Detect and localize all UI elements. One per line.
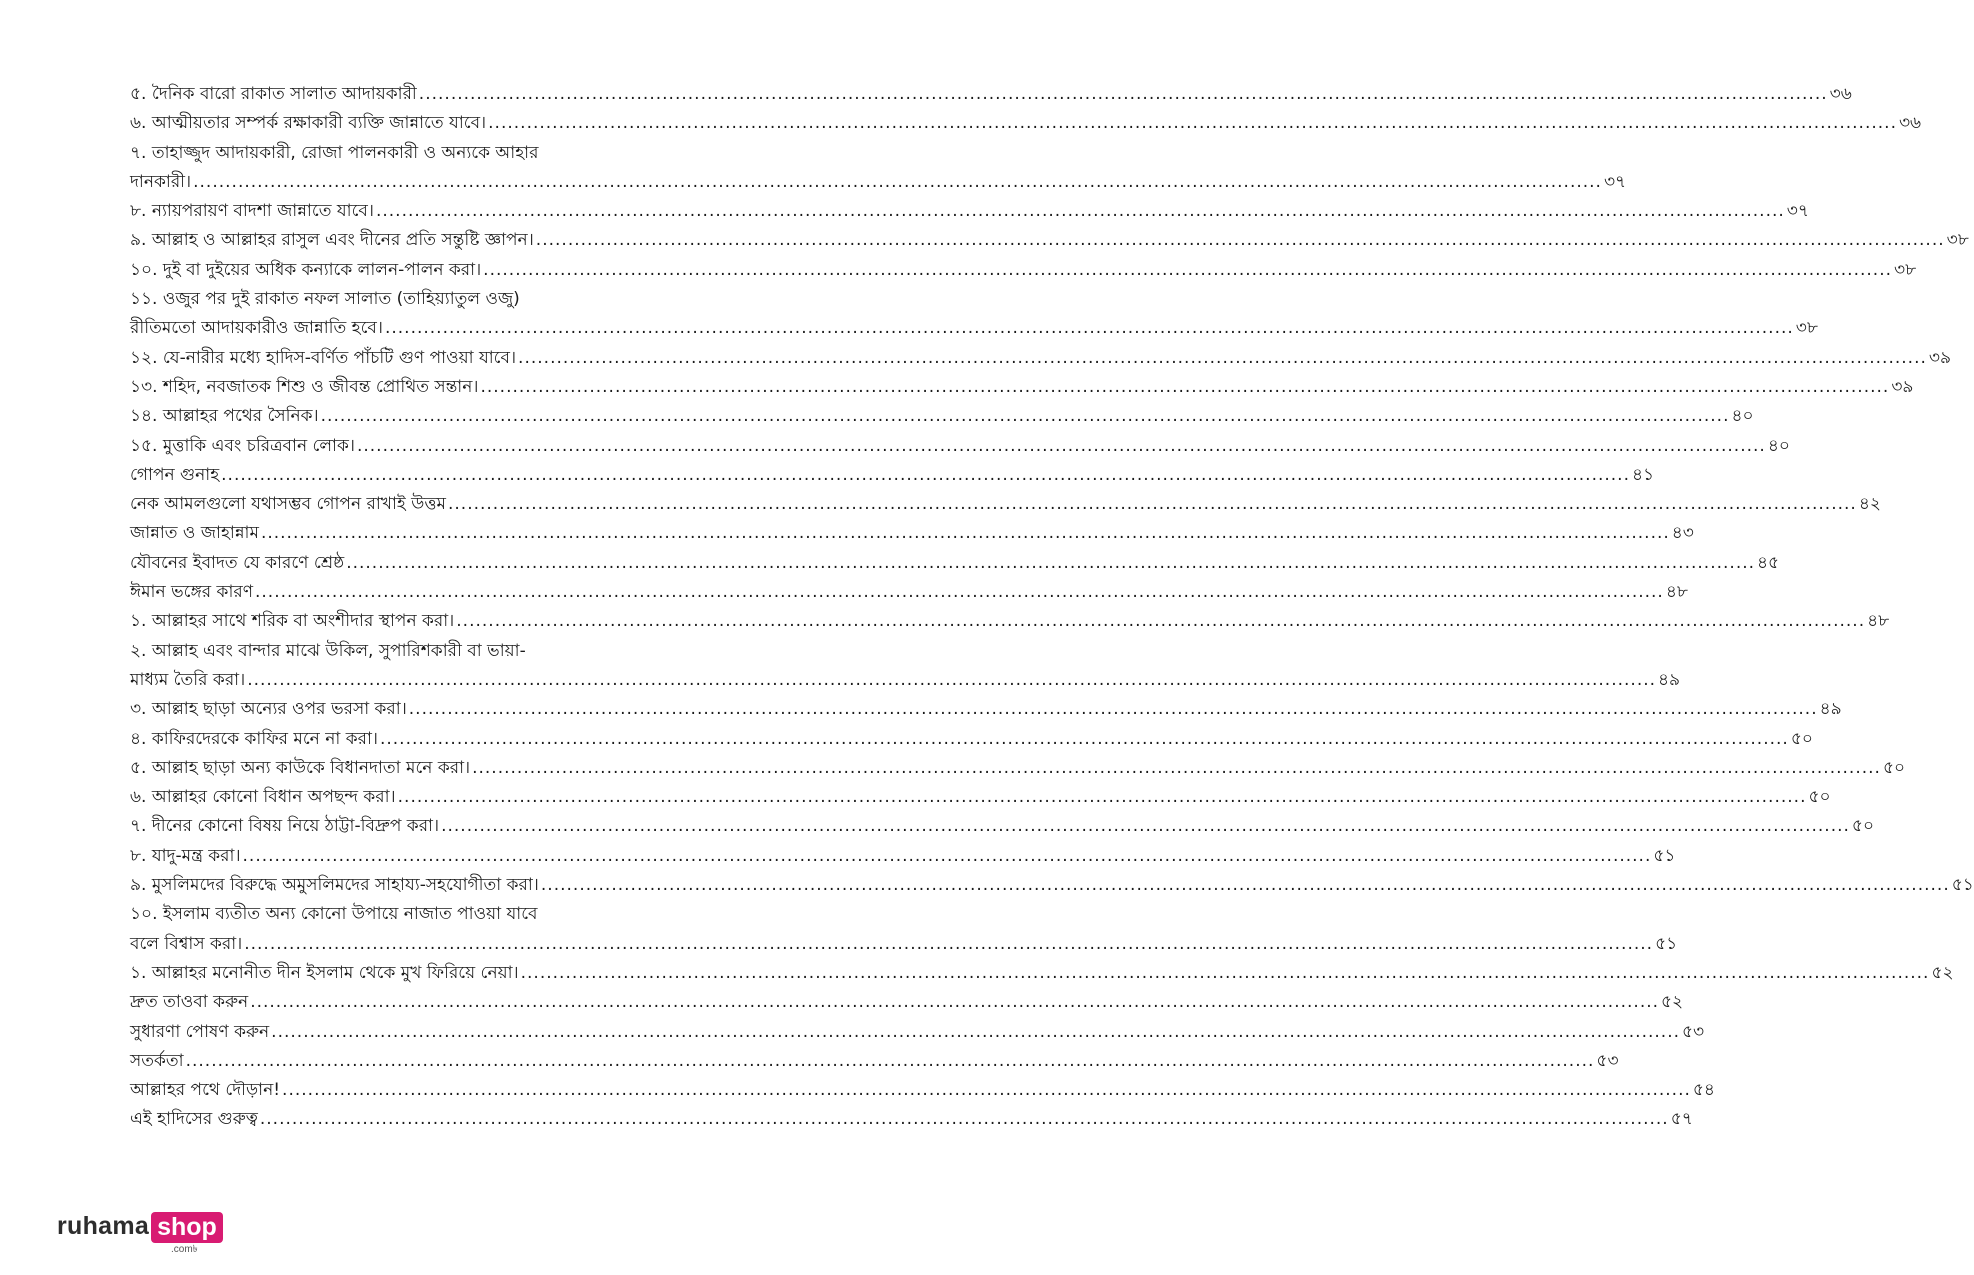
toc-entry-title: যৌবনের ইবাদত যে কারণে শ্রেষ্ঠ bbox=[130, 552, 345, 573]
toc-entry-title: আল্লাহর পথে দৌড়ান! bbox=[130, 1080, 281, 1101]
toc-entry-line bbox=[130, 549, 1780, 578]
toc-entry-page-number: ৫১ bbox=[1655, 933, 1678, 954]
toc-entry-line bbox=[130, 461, 1655, 490]
toc-entry-page-number: ৪৯ bbox=[1819, 699, 1842, 720]
toc-entry bbox=[130, 695, 1842, 724]
toc-entry bbox=[130, 197, 1809, 226]
toc-entry-page-number: ৩৯ bbox=[1891, 376, 1914, 397]
toc-entry-page-number: ৫০ bbox=[1851, 816, 1875, 837]
toc-entry bbox=[130, 900, 1678, 959]
toc-entry bbox=[130, 285, 1818, 344]
toc-entry bbox=[130, 725, 1813, 754]
toc-entry-line bbox=[130, 783, 1831, 812]
dot-leader: ............................................................................................................................................................................................................................ bbox=[535, 230, 1945, 251]
toc-entry-line bbox=[130, 666, 1681, 695]
toc-entry-page-number: ৪৮ bbox=[1665, 582, 1688, 603]
toc-entry-page-number: ৪৮ bbox=[1867, 611, 1890, 632]
toc-entry-page-number: ৪০ bbox=[1767, 435, 1790, 456]
toc-entry-title: ৫. দৈনিক বারো রাকাত সালাত আদায়কারী bbox=[130, 84, 417, 104]
dot-leader: ............................................................................................................................................................................................................................ bbox=[379, 728, 1789, 749]
toc-entry-line bbox=[130, 607, 1890, 636]
toc-entry-line bbox=[130, 432, 1790, 461]
toc-entry bbox=[130, 988, 1684, 1017]
toc-entry-page-number: ৩৭ bbox=[1786, 201, 1809, 222]
toc-entry-page-number: ৪৫ bbox=[1757, 552, 1780, 573]
toc-entry-page-number: ৫৪ bbox=[1692, 1080, 1715, 1101]
toc-entry-line bbox=[130, 959, 1954, 988]
toc-entry bbox=[130, 783, 1831, 812]
toc-entry bbox=[130, 812, 1875, 841]
toc-entry bbox=[130, 637, 1681, 696]
toc-entry-line bbox=[130, 373, 1914, 402]
toc-entry-line bbox=[130, 197, 1809, 226]
toc-entry bbox=[130, 461, 1655, 490]
toc-entry-title: দানকারী। bbox=[130, 171, 192, 192]
toc-entry bbox=[130, 754, 1906, 783]
toc-entry-line bbox=[130, 754, 1906, 783]
toc-entry-page-number: ৪১ bbox=[1632, 464, 1655, 485]
toc-entry-page-number: ৪৩ bbox=[1671, 523, 1694, 544]
toc-entry-title: এই হাদিসের গুরুত্ব bbox=[130, 1109, 258, 1130]
dot-leader: ............................................................................................................................................................................................................................ bbox=[397, 787, 1807, 808]
toc-entry bbox=[130, 432, 1790, 461]
toc-entry-title: মাধ্যম তৈরি করা। bbox=[130, 669, 246, 690]
toc-entry-page-number: ৩৮ bbox=[1946, 230, 1969, 251]
toc-entry-page-number: ৫৭ bbox=[1670, 1109, 1693, 1130]
toc-entry-line bbox=[130, 402, 1754, 431]
toc-entry bbox=[130, 139, 1627, 198]
dot-leader: ............................................................................................................................................................................................................................ bbox=[520, 962, 1930, 983]
toc-entry-page-number: ৩৭ bbox=[1603, 171, 1627, 192]
toc-entry-page-number: ৪০ bbox=[1731, 406, 1754, 427]
toc-entry-line bbox=[130, 226, 1969, 255]
logo-domain: .com৳ bbox=[171, 1244, 198, 1255]
toc-entry-title: ৪. কাফিরদেরকে কাফির মনে না করা। bbox=[130, 728, 378, 749]
dot-leader: ............................................................................................................................................................................................................................ bbox=[320, 406, 1730, 427]
dot-leader: ............................................................................................................................................................................................................................ bbox=[408, 699, 1818, 720]
toc-entry-title-line: ৭. তাহাজ্জুদ আদায়কারী, রোজা পালনকারী ও অন্যকে আহার bbox=[130, 142, 539, 163]
toc-entry bbox=[130, 549, 1780, 578]
toc-entry-page-number: ৫০ bbox=[1882, 757, 1906, 778]
dot-leader: ............................................................................................................................................................................................................................ bbox=[260, 523, 1670, 544]
toc-entry-title: ৬. আল্লাহর কোনো বিধান অপছন্দ করা। bbox=[130, 787, 396, 808]
toc-entry-line bbox=[130, 812, 1875, 841]
toc-entry-title: ৬. আত্মীয়তার সম্পর্ক রক্ষাকারী ব্যক্তি জান্নাতে যাবে। bbox=[130, 113, 487, 134]
toc-entry bbox=[130, 373, 1914, 402]
dot-leader: ............................................................................................................................................................................................................................ bbox=[488, 113, 1897, 134]
toc-entry-page-number: ৫০ bbox=[1808, 787, 1831, 808]
toc-entry-line bbox=[130, 871, 1974, 900]
toc-entry-title: ৮. ন্যায়পরায়ণ বাদশা জান্নাতে যাবে। bbox=[130, 201, 374, 222]
toc-entry-line bbox=[130, 80, 1852, 109]
toc-entry-page-number: ৫৩ bbox=[1682, 1021, 1705, 1042]
toc-entry-title: ১২. যে-নারীর মধ্যে হাদিস-বর্ণিত পাঁচটি গুণ পাওয়া যাবে। bbox=[130, 347, 517, 368]
toc-entry bbox=[130, 1105, 1693, 1134]
toc-entry-title: ৫. আল্লাহ ছাড়া অন্য কাউকে বিধানদাতা মনে করা। bbox=[130, 757, 471, 778]
table-of-contents bbox=[130, 80, 1974, 1135]
toc-entry-page-number: ৫৩ bbox=[1596, 1050, 1619, 1071]
toc-entry bbox=[130, 519, 1694, 548]
toc-entry-title-line: ১১. ওজুর পর দুই রাকাত নফল সালাত (তাহিয়্যাতুল ওজু) bbox=[130, 289, 520, 310]
toc-entry-title: বলে বিশ্বাস করা। bbox=[130, 933, 243, 954]
toc-entry-line bbox=[130, 695, 1842, 724]
toc-entry-line bbox=[130, 1047, 1619, 1076]
toc-entry-line bbox=[130, 988, 1684, 1017]
toc-entry bbox=[130, 959, 1954, 988]
toc-entry bbox=[130, 226, 1969, 255]
toc-entry-page-number: ৫০ bbox=[1790, 728, 1813, 749]
dot-leader: ............................................................................................................................................................................................................................ bbox=[247, 669, 1657, 690]
dot-leader: ............................................................................................................................................................................................................................ bbox=[472, 757, 1881, 778]
toc-entry-title: ১০. দুই বা দুইয়ের অধিক কন্যাকে লালন-পালন করা। bbox=[130, 259, 482, 280]
toc-entry-title: ১৪. আল্লাহর পথের সৈনিক। bbox=[130, 406, 319, 427]
toc-entry-line bbox=[130, 168, 1627, 197]
toc-entry-line bbox=[130, 256, 1917, 285]
toc-entry bbox=[130, 1076, 1715, 1105]
toc-entry-title: দ্রুত তাওবা করুন bbox=[130, 992, 249, 1013]
toc-entry bbox=[130, 607, 1890, 636]
toc-entry-title: ১৫. মুত্তাকি এবং চরিত্রবান লোক। bbox=[130, 435, 355, 456]
dot-leader: ............................................................................................................................................................................................................................ bbox=[480, 376, 1890, 397]
dot-leader: ............................................................................................................................................................................................................................ bbox=[244, 933, 1654, 954]
toc-entry-line bbox=[130, 344, 1951, 373]
toc-entry-page-number: ৩৮ bbox=[1795, 318, 1818, 339]
logo-shop-box: shop bbox=[151, 1212, 223, 1243]
toc-entry-title: ৯. আল্লাহ ও আল্লাহর রাসুল এবং দীনের প্রতি সন্তুষ্টি জ্ঞাপন। bbox=[130, 230, 534, 251]
dot-leader: ............................................................................................................................................................................................................................ bbox=[221, 464, 1630, 485]
toc-entry-page-number: ৫১ bbox=[1653, 845, 1676, 866]
toc-entry-title: ৭. দীনের কোনো বিষয় নিয়ে ঠাট্টা-বিদ্রুপ করা। bbox=[130, 816, 440, 837]
toc-entry-title: ১. আল্লাহর মনোনীত দীন ইসলাম থেকে মুখ ফিরিয়ে নেয়া। bbox=[130, 962, 519, 983]
toc-entry-title: ৩. আল্লাহ ছাড়া অন্যের ওপর ভরসা করা। bbox=[130, 699, 407, 720]
toc-entry bbox=[130, 1047, 1619, 1076]
toc-entry-line bbox=[130, 842, 1676, 871]
dot-leader: ............................................................................................................................................................................................................................ bbox=[242, 845, 1652, 866]
dot-leader: ............................................................................................................................................................................................................................ bbox=[384, 318, 1794, 339]
dot-leader: ............................................................................................................................................................................................................................ bbox=[483, 259, 1893, 280]
toc-entry-line bbox=[130, 1018, 1705, 1047]
toc-entry-line bbox=[130, 109, 1922, 138]
dot-leader: ............................................................................................................................................................................................................................ bbox=[447, 494, 1857, 515]
logo-word: ruhama bbox=[57, 1212, 150, 1240]
toc-entry bbox=[130, 490, 1881, 519]
toc-entry bbox=[130, 256, 1917, 285]
dot-leader: ............................................................................................................................................................................................................................ bbox=[255, 582, 1664, 603]
toc-entry-page-number: ৫২ bbox=[1661, 992, 1684, 1013]
toc-entry-title: ১৩. শহিদ, নবজাতক শিশু ও জীবন্ত প্রোথিত সন্তান। bbox=[130, 376, 479, 397]
toc-entry-line bbox=[130, 490, 1881, 519]
dot-leader: ............................................................................................................................................................................................................................ bbox=[540, 875, 1950, 896]
dot-leader: ............................................................................................................................................................................................................................ bbox=[250, 992, 1660, 1013]
dot-leader: ............................................................................................................................................................................................................................ bbox=[259, 1109, 1669, 1130]
toc-entry-title: নেক আমলগুলো যথাসম্ভব গোপন রাখাই উত্তম bbox=[130, 494, 446, 515]
toc-entry-title: ৯. মুসলিমদের বিরুদ্ধে অমুসলিমদের সাহায্য-সহযোগীতা করা। bbox=[130, 875, 539, 896]
dot-leader: ............................................................................................................................................................................................................................ bbox=[518, 347, 1927, 368]
toc-entry-title: জান্নাত ও জাহান্নাম bbox=[130, 523, 259, 544]
toc-entry-line bbox=[130, 1076, 1715, 1105]
toc-entry-line bbox=[130, 725, 1813, 754]
toc-entry-title: সতর্কতা bbox=[130, 1050, 184, 1071]
dot-leader: ............................................................................................................................................................................................................................ bbox=[456, 611, 1866, 632]
toc-entry-page-number: ৩৮ bbox=[1894, 259, 1917, 280]
toc-entry bbox=[130, 344, 1951, 373]
toc-entry-page-number: ৩৬ bbox=[1898, 113, 1922, 134]
toc-entry-title: গোপন গুনাহ bbox=[130, 464, 220, 485]
toc-entry-line bbox=[130, 314, 1818, 343]
dot-leader: ............................................................................................................................................................................................................................ bbox=[271, 1021, 1681, 1042]
toc-entry-page-number: ৫২ bbox=[1931, 962, 1954, 983]
dot-leader: ............................................................................................................................................................................................................................ bbox=[356, 435, 1766, 456]
toc-entry bbox=[130, 1018, 1705, 1047]
toc-entry-title-line: ২. আল্লাহ এবং বান্দার মাঝে উকিল, সুপারিশকারী বা ভায়া- bbox=[130, 640, 526, 661]
toc-entry-title: সুধারণা পোষণ করুন bbox=[130, 1021, 270, 1042]
ruhamashop-logo bbox=[57, 1212, 223, 1255]
toc-entry bbox=[130, 842, 1676, 871]
toc-entry-page-number: ৩৯ bbox=[1928, 347, 1951, 368]
toc-entry bbox=[130, 109, 1922, 138]
toc-entry-line bbox=[130, 519, 1694, 548]
toc-entry-title: ৮. যাদু-মন্ত্র করা। bbox=[130, 845, 241, 866]
toc-entry-title: ১. আল্লাহর সাথে শরিক বা অংশীদার স্থাপন করা। bbox=[130, 611, 455, 632]
toc-entry-line bbox=[130, 578, 1688, 607]
toc-entry-title-line: ১০. ইসলাম ব্যতীত অন্য কোনো উপায়ে নাজাত পাওয়া যাবে bbox=[130, 904, 538, 925]
dot-leader: ............................................................................................................................................................................................................................ bbox=[375, 201, 1785, 222]
toc-entry bbox=[130, 871, 1974, 900]
toc-entry-page-number: ৪২ bbox=[1858, 494, 1881, 515]
toc-entry-line bbox=[130, 930, 1678, 959]
toc-entry-page-number: ৪৯ bbox=[1658, 669, 1681, 690]
toc-entry-title: ঈমান ভঙ্গের কারণ bbox=[130, 582, 253, 603]
dot-leader: ............................................................................................................................................................................................................................ bbox=[441, 816, 1850, 837]
toc-entry-title: রীতিমতো আদায়কারীও জান্নাতি হবে। bbox=[130, 318, 383, 339]
toc-entry-page-number: ৫১ bbox=[1951, 875, 1974, 896]
toc-entry bbox=[130, 402, 1754, 431]
dot-leader: ............................................................................................................................................................................................................................ bbox=[282, 1080, 1691, 1101]
toc-entry-page-number: ৩৬ bbox=[1829, 84, 1852, 104]
dot-leader: ............................................................................................................................................................................................................................ bbox=[418, 84, 1828, 104]
toc-entry bbox=[130, 578, 1688, 607]
dot-leader: ............................................................................................................................................................................................................................ bbox=[185, 1050, 1595, 1071]
dot-leader: ............................................................................................................................................................................................................................ bbox=[346, 552, 1756, 573]
toc-entry bbox=[130, 80, 1852, 109]
dot-leader: ............................................................................................................................................................................................................................ bbox=[193, 171, 1602, 192]
toc-entry-line bbox=[130, 1105, 1693, 1134]
